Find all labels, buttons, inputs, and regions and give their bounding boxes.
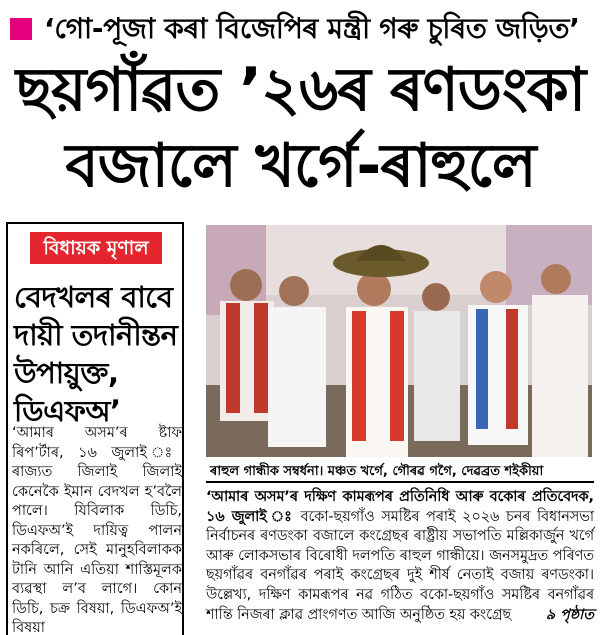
kicker-text: ‘গো-পূজা কৰা বিজেপিৰ মন্ত্ৰী গৰু চুৰিত জড়িত’ bbox=[44, 12, 580, 45]
news-photo bbox=[206, 225, 592, 457]
photo-caption: ৰাহুল গান্ধীক সম্বৰ্ধনা। মঞ্চত খৰ্গে, গৌৰৱ গগৈ, দেৱব্ৰত শইকীয়া bbox=[210, 464, 544, 479]
kicker-square bbox=[10, 18, 32, 40]
rally-photo-illustration bbox=[206, 225, 592, 457]
headline-line-2: বজালে খৰ্গে-ৰাহুলে bbox=[65, 131, 536, 201]
main-story bbox=[206, 488, 594, 625]
side-title bbox=[14, 278, 180, 430]
side-title-line: বেদখলৰ বাবে bbox=[14, 280, 173, 314]
side-story bbox=[6, 222, 184, 635]
side-title-line: ডিএফঅ’ bbox=[14, 394, 121, 428]
headline-line-1: ছয়গাঁৱত ’২৬ৰ ৰণডংকা bbox=[15, 55, 586, 125]
side-body: ‘আমাৰ অসম’ৰ ষ্টাফ ৰিপ’ৰ্টাৰ, ১৬ জুলাই ঃ ৰাজ্যত জিলাই জিলাই কেনেকৈ ইমান বেদখল হ’বলৈ পালে। যিবিলাক ডিচি, ডিএফঅ’ই দায়িত্ব পালন নকৰিলে, সেই মানুহবিলাকক টানি আনি এতিয়া শাস্তিমূলক ব্যৱস্থা ল’ব লাগে। কোন ডিচি, চক্ৰ বিষয়া, ডিএফঅ’ই বিষয়া bbox=[12, 425, 182, 635]
kicker bbox=[0, 8, 601, 48]
story-lead: ‘আমাৰ অসম’ৰ দক্ষিণ কামৰূপৰ প্ৰতিনিধি আৰু বকোৰ প্ৰতিবেদক, ১৬ জুলাই ঃ bbox=[206, 489, 594, 525]
story-continued: ৯ পৃষ্ঠাত bbox=[545, 606, 594, 623]
caption-divider bbox=[206, 481, 594, 483]
story-text: বকো-ছয়গাঁও সমষ্টিৰ পৰাই ২০২৬ চনৰ বিধানসভা নিৰ্বাচনৰ ৰণডংকা বজালে কংগ্ৰেছৰ ৰাষ্ট্ৰীয় সভাপতি মল্লিকাৰ্জুন খৰ্গে আৰু লোকসভাৰ বিৰোধী দলপতি ৰাহুল গান্ধীয়ে। জনসমুদ্ৰত পৰিণত ছয়গাঁৱৰ বনগাঁৱৰ পৰাই কংগ্ৰেছৰ দুই শীৰ্ষ নেতাই বজায় ৰণডংকা। উল্লেখ্য, দক্ষিণ কামৰূপৰ নৱ গঠিত বকো-ছয়গাঁও সমষ্টিৰ বনগাঁৱৰ শান্তি নিজৰা ক্লাৱ প্ৰাংগণত আজি অনুষ্ঠিত হয় কংগ্ৰেছ bbox=[206, 508, 594, 623]
side-title-line: উপায়ুক্ত, bbox=[14, 356, 119, 390]
side-label: বিধায়ক মৃণাল bbox=[30, 232, 162, 264]
side-title-line: দায়ী তদানীন্তন bbox=[14, 318, 178, 352]
